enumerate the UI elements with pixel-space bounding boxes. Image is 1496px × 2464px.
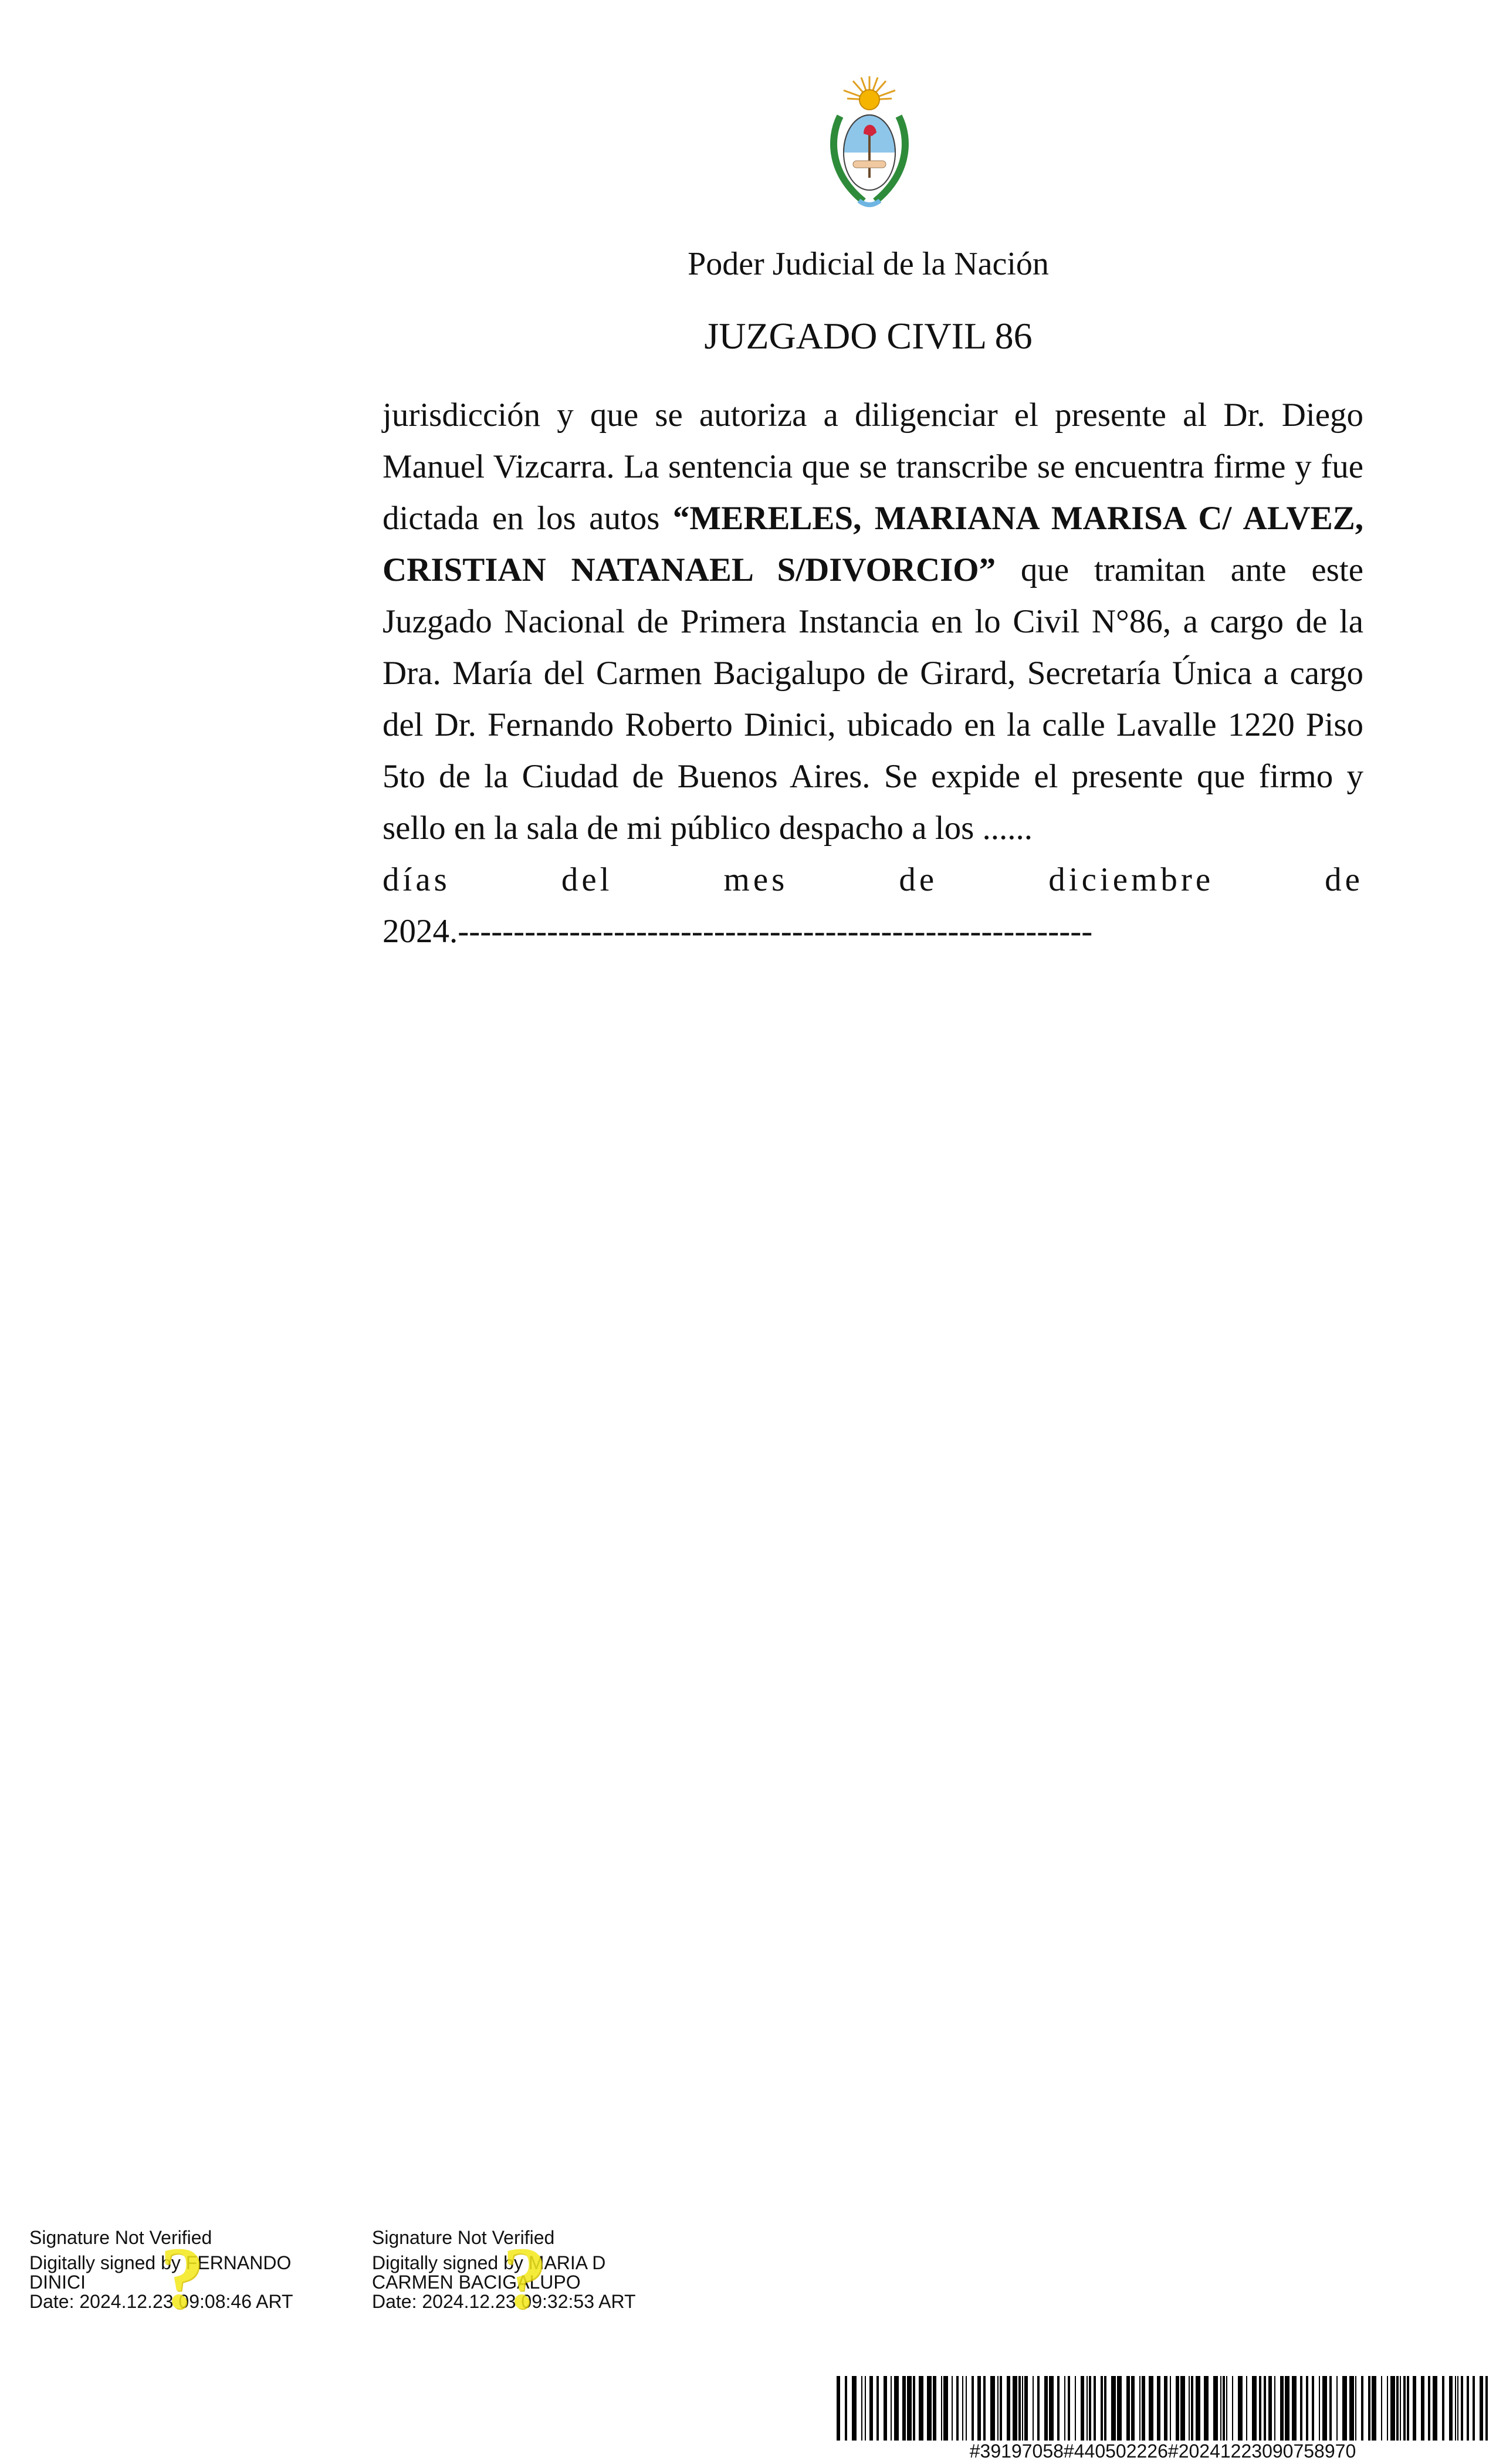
barcode-bar	[1455, 2376, 1456, 2441]
barcode-bar	[1457, 2376, 1458, 2441]
barcode-bar	[1142, 2376, 1145, 2441]
signed-by-line: CARMEN BACIGALUPO	[372, 2272, 581, 2293]
barcode-bar	[1442, 2376, 1444, 2441]
barcode-bar	[1280, 2376, 1284, 2441]
barcode-bar	[852, 2376, 857, 2441]
barcode-bar	[902, 2376, 906, 2441]
signature-status: Signature Not Verified	[372, 2227, 555, 2248]
barcode-bar	[962, 2376, 963, 2441]
barcode-bar	[1101, 2376, 1103, 2441]
barcode-bar	[913, 2376, 915, 2441]
barcode-bar	[1428, 2376, 1430, 2441]
barcode-bar	[876, 2376, 879, 2441]
body-lead: jurisdicción y que se autoriza a diligenciar el presente al Dr. Diego Manuel Vizcarra. La sentencia que se transcribe se encuentra firme y fue dictada en los autos	[383, 397, 1363, 537]
barcode-bar	[1196, 2376, 1200, 2441]
barcode-bar	[1387, 2376, 1388, 2441]
barcode-bar	[933, 2376, 936, 2441]
case-title: “MERELES, MARIANA MARISA C/ ALVEZ, CRISTIAN NATANAEL S/DIVORCIO”	[383, 500, 1363, 588]
barcode-bar	[1467, 2376, 1469, 2441]
barcode-bar	[1246, 2376, 1247, 2441]
signature-date: Date: 2024.12.23 09:32:53 ART	[372, 2291, 636, 2312]
signed-by-line: Digitally signed by FERNANDO	[29, 2252, 292, 2273]
date-word: de	[1325, 861, 1363, 898]
barcode-bar	[1204, 2376, 1209, 2441]
barcode-bar	[1355, 2376, 1356, 2441]
barcode-bar	[1480, 2376, 1483, 2441]
barcode-bar	[894, 2376, 899, 2441]
barcode-bar	[1403, 2376, 1406, 2441]
barcode-bar	[997, 2376, 999, 2441]
barcode-bar	[1170, 2376, 1171, 2441]
barcode-bar	[990, 2376, 995, 2441]
date-word: mes	[723, 861, 788, 898]
signed-by-line: Digitally signed by MARIA D	[372, 2252, 606, 2273]
barcode-bar	[1285, 2376, 1289, 2441]
barcode-bar	[1213, 2376, 1218, 2441]
barcode-bar	[1075, 2376, 1076, 2441]
date-word: del	[561, 861, 613, 898]
barcode-bar	[1068, 2376, 1070, 2441]
court-name: JUZGADO CIVIL 86	[704, 315, 1033, 357]
barcode-bar	[1238, 2376, 1243, 2441]
barcode-bar	[1189, 2376, 1190, 2441]
barcode-bar	[1164, 2376, 1167, 2441]
barcode-bar	[1081, 2376, 1084, 2441]
date-word: diciembre	[1048, 861, 1214, 898]
barcode-bar	[1396, 2376, 1399, 2441]
barcode-bar	[1089, 2376, 1091, 2441]
barcode-bar	[1180, 2376, 1185, 2441]
barcode-bar	[943, 2376, 948, 2441]
barcode-bar	[1126, 2376, 1130, 2441]
barcode-bar	[977, 2376, 981, 2441]
barcode-bar	[1407, 2376, 1409, 2441]
barcode-bar	[1433, 2376, 1437, 2441]
barcode-bar	[966, 2376, 967, 2441]
barcode-bar	[1149, 2376, 1153, 2441]
barcode-text: #39197058#440502226#20241223090758970	[969, 2441, 1356, 2462]
barcode-bar	[1336, 2376, 1338, 2441]
institution-name: Poder Judicial de la Nación	[688, 246, 1049, 282]
barcode-bar	[1232, 2376, 1233, 2441]
body-paragraph	[383, 390, 1363, 854]
barcode-bar	[865, 2376, 866, 2441]
barcode-bar	[1319, 2376, 1320, 2441]
barcode-bar	[1018, 2376, 1021, 2441]
barcode-bar	[956, 2376, 959, 2441]
signed-by-line: DINICI	[29, 2272, 86, 2293]
barcode-bar	[1252, 2376, 1257, 2441]
barcode-bar	[1220, 2376, 1221, 2441]
barcode-bar	[1131, 2376, 1135, 2441]
barcode-bar	[1390, 2376, 1395, 2441]
barcode-bar	[941, 2376, 942, 2441]
barcode-bar	[1176, 2376, 1179, 2441]
barcode-bar	[1033, 2376, 1034, 2441]
barcode-bar	[1381, 2376, 1382, 2441]
barcode-bar	[1368, 2376, 1370, 2441]
barcode-bar	[1007, 2376, 1010, 2441]
body-rest: que tramitan ante este Juzgado Nacional de Primera Instancia en lo Civil N°86, a cargo de la Dra. María del Carmen Bacigalupo de Girard, Secretaría Única a cargo del Dr. Fernando Roberto Dinici, ubicado en la calle Lavalle 1220 Piso 5to de la Ciudad de Buenos Aires. Se expide el presente que firmo y sello en la sala de mi público despacho a los ......	[383, 551, 1364, 847]
barcode-bar	[1329, 2376, 1332, 2441]
closing-line: 2024.---------------------------------------------------------	[383, 913, 1093, 950]
barcode-bar	[869, 2376, 873, 2441]
barcode-bar	[1413, 2376, 1416, 2441]
barcode-bar	[1044, 2376, 1048, 2441]
barcode-bar	[1259, 2376, 1261, 2441]
barcode-bar	[1421, 2376, 1424, 2441]
barcode-bar	[1473, 2376, 1475, 2441]
barcode-bar	[1292, 2376, 1297, 2441]
barcode-bar	[1223, 2376, 1225, 2441]
barcode	[835, 2376, 1490, 2441]
barcode-bar	[1264, 2376, 1266, 2441]
barcode-bar	[1312, 2376, 1314, 2441]
date-line	[383, 854, 1363, 906]
coat-of-arms-icon	[823, 75, 916, 211]
barcode-bar	[907, 2376, 912, 2441]
document-body	[383, 390, 1363, 957]
date-word: de	[899, 861, 938, 898]
barcode-bar	[1372, 2376, 1376, 2441]
barcode-bar	[1322, 2376, 1327, 2441]
barcode-bar	[1349, 2376, 1354, 2441]
barcode-bar	[837, 2376, 840, 2441]
barcode-bar	[972, 2376, 974, 2441]
barcode-bar	[1361, 2376, 1363, 2441]
question-mark-icon: ?	[502, 2229, 547, 2327]
barcode-bar	[861, 2376, 862, 2441]
barcode-bar	[1300, 2376, 1302, 2441]
question-mark-icon: ?	[160, 2229, 204, 2327]
barcode-bar	[1000, 2376, 1002, 2441]
barcode-bar	[1117, 2376, 1122, 2441]
barcode-bar	[952, 2376, 953, 2441]
barcode-bar	[1087, 2376, 1088, 2441]
barcode-bar	[1226, 2376, 1227, 2441]
barcode-bar	[1485, 2376, 1488, 2441]
barcode-bar	[1037, 2376, 1040, 2441]
barcode-bar	[1274, 2376, 1275, 2441]
barcode-bar	[1306, 2376, 1308, 2441]
barcode-bar	[983, 2376, 986, 2441]
barcode-bar	[1049, 2376, 1054, 2441]
barcode-bar	[1104, 2376, 1106, 2441]
barcode-bar	[927, 2376, 932, 2441]
barcode-bar	[884, 2376, 887, 2441]
barcode-bar	[919, 2376, 923, 2441]
date-word: días	[383, 861, 451, 898]
barcode-bar	[1157, 2376, 1160, 2441]
barcode-bar	[891, 2376, 892, 2441]
barcode-bar	[1094, 2376, 1096, 2441]
barcode-bar	[1400, 2376, 1401, 2441]
barcode-bar	[1139, 2376, 1140, 2441]
barcode-bar	[1057, 2376, 1060, 2441]
barcode-bar	[1268, 2376, 1272, 2441]
barcode-bar	[1342, 2376, 1347, 2441]
barcode-bar	[1013, 2376, 1017, 2441]
barcode-bar	[1022, 2376, 1023, 2441]
barcode-bar	[1024, 2376, 1028, 2441]
barcode-bar	[1064, 2376, 1065, 2441]
barcode-bar	[1191, 2376, 1193, 2441]
signature-status: Signature Not Verified	[29, 2227, 212, 2248]
barcode-bar	[1111, 2376, 1116, 2441]
barcode-bar	[845, 2376, 847, 2441]
barcode-bar	[1461, 2376, 1463, 2441]
barcode-bar	[1449, 2376, 1453, 2441]
signature-date: Date: 2024.12.23 09:08:46 ART	[29, 2291, 293, 2312]
